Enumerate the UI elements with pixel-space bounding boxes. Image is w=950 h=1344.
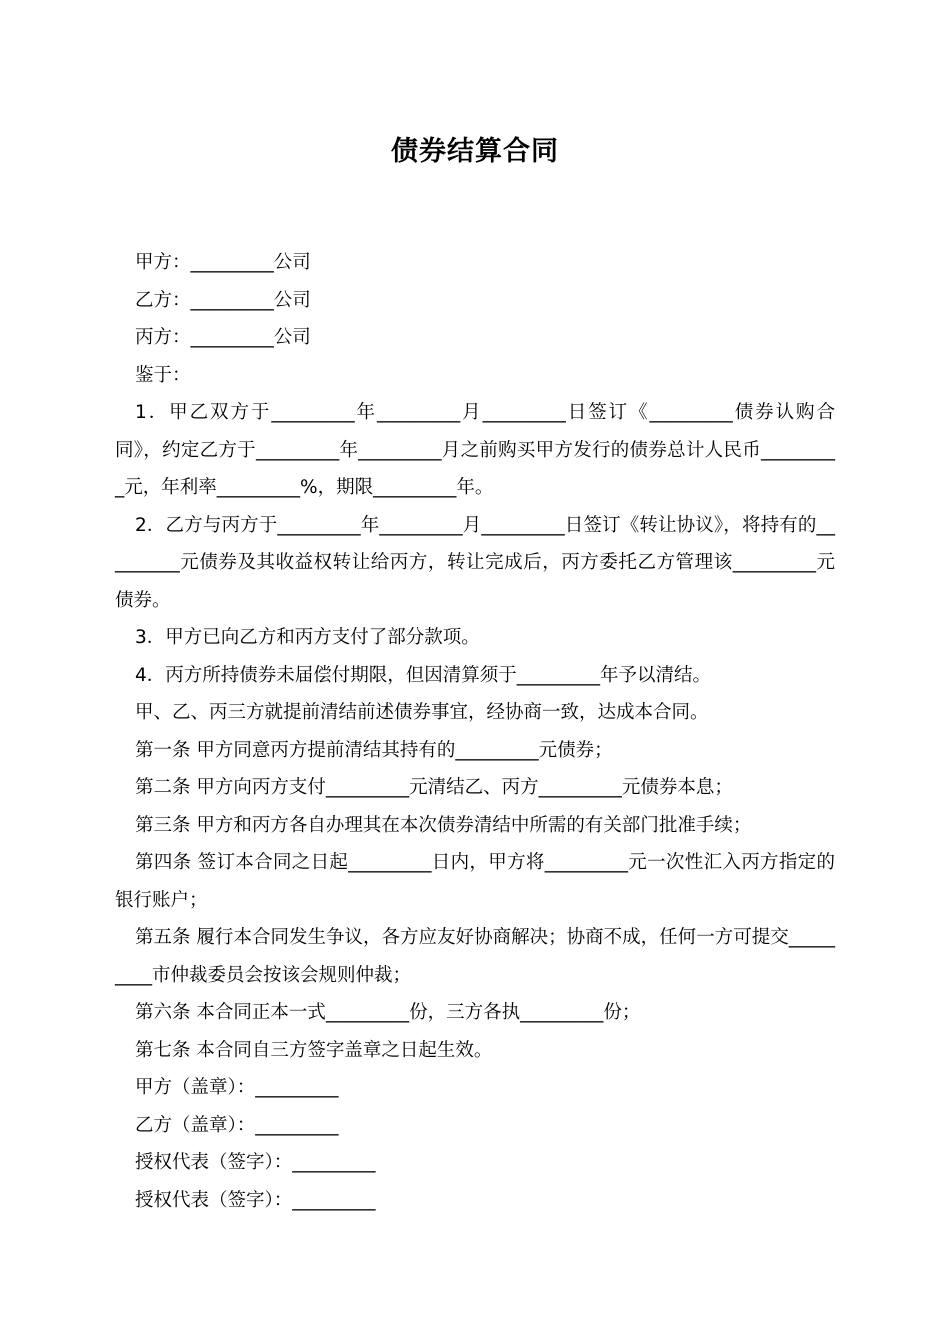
whereas-heading: 鉴于：	[135, 364, 191, 386]
authorized-rep-signature-2: 授权代表（签字）：_________	[135, 1189, 376, 1211]
article-2: 第二条 甲方向丙方支付_________元清结乙、丙方_________元债券本息；	[135, 777, 733, 798]
recital-1: 1．甲乙双方于_________年_________月_________日签订《_________债券认购合同》，约定乙方于_________年_________月之前购买甲方发行的债券总计人民币_________元，年利率_________%，期限_________年。	[115, 402, 835, 498]
document-title: 债券结算合同	[391, 136, 559, 167]
article-3: 第三条 甲方和丙方各自办理其在本次债券清结中所需的有关部门批准手续；	[135, 814, 752, 836]
article-6: 第六条 本合同正本一式_________份，三方各执_________份；	[135, 1002, 641, 1023]
party-b-line: 乙方：_________公司	[135, 289, 311, 311]
recital-3: 3．甲方已向乙方和丙方支付了部分款项。	[135, 627, 480, 648]
recital-4: 4．丙方所持债券未届偿付期限，但因清算须于_________年予以清结。	[135, 664, 712, 686]
recital-2: 2．乙方与丙方于_________年_________月_________日签订《转让协议》，将持有的_________元债券及其收益权转让给丙方，转让完成后，丙方委托乙方管理该_________元债券。	[115, 514, 835, 611]
contract-body	[115, 244, 835, 1219]
party-a-line: 甲方：_________公司	[135, 252, 311, 273]
party-c-line: 丙方：_________公司	[135, 327, 311, 348]
article-5: 第五条 履行本合同发生争议，各方应友好协商解决；协商不成，任何一方可提交_________市仲裁委员会按该会规则仲裁；	[115, 927, 835, 986]
agreement-statement: 甲、乙、丙三方就提前清结前述债券事宜，经协商一致，达成本合同。	[135, 702, 709, 723]
article-7: 第七条 本合同自三方签字盖章之日起生效。	[135, 1039, 493, 1061]
article-1: 第一条 甲方同意丙方提前清结其持有的_________元债券；	[135, 739, 613, 761]
article-4: 第四条 签订本合同之日起_________日内，甲方将_________元一次性汇入丙方指定的银行账户；	[115, 852, 835, 911]
authorized-rep-signature-1: 授权代表（签字）：_________	[135, 1152, 376, 1173]
party-b-seal-line: 乙方（盖章）：_________	[135, 1114, 339, 1136]
party-a-seal-line: 甲方（盖章）：_________	[135, 1077, 339, 1098]
